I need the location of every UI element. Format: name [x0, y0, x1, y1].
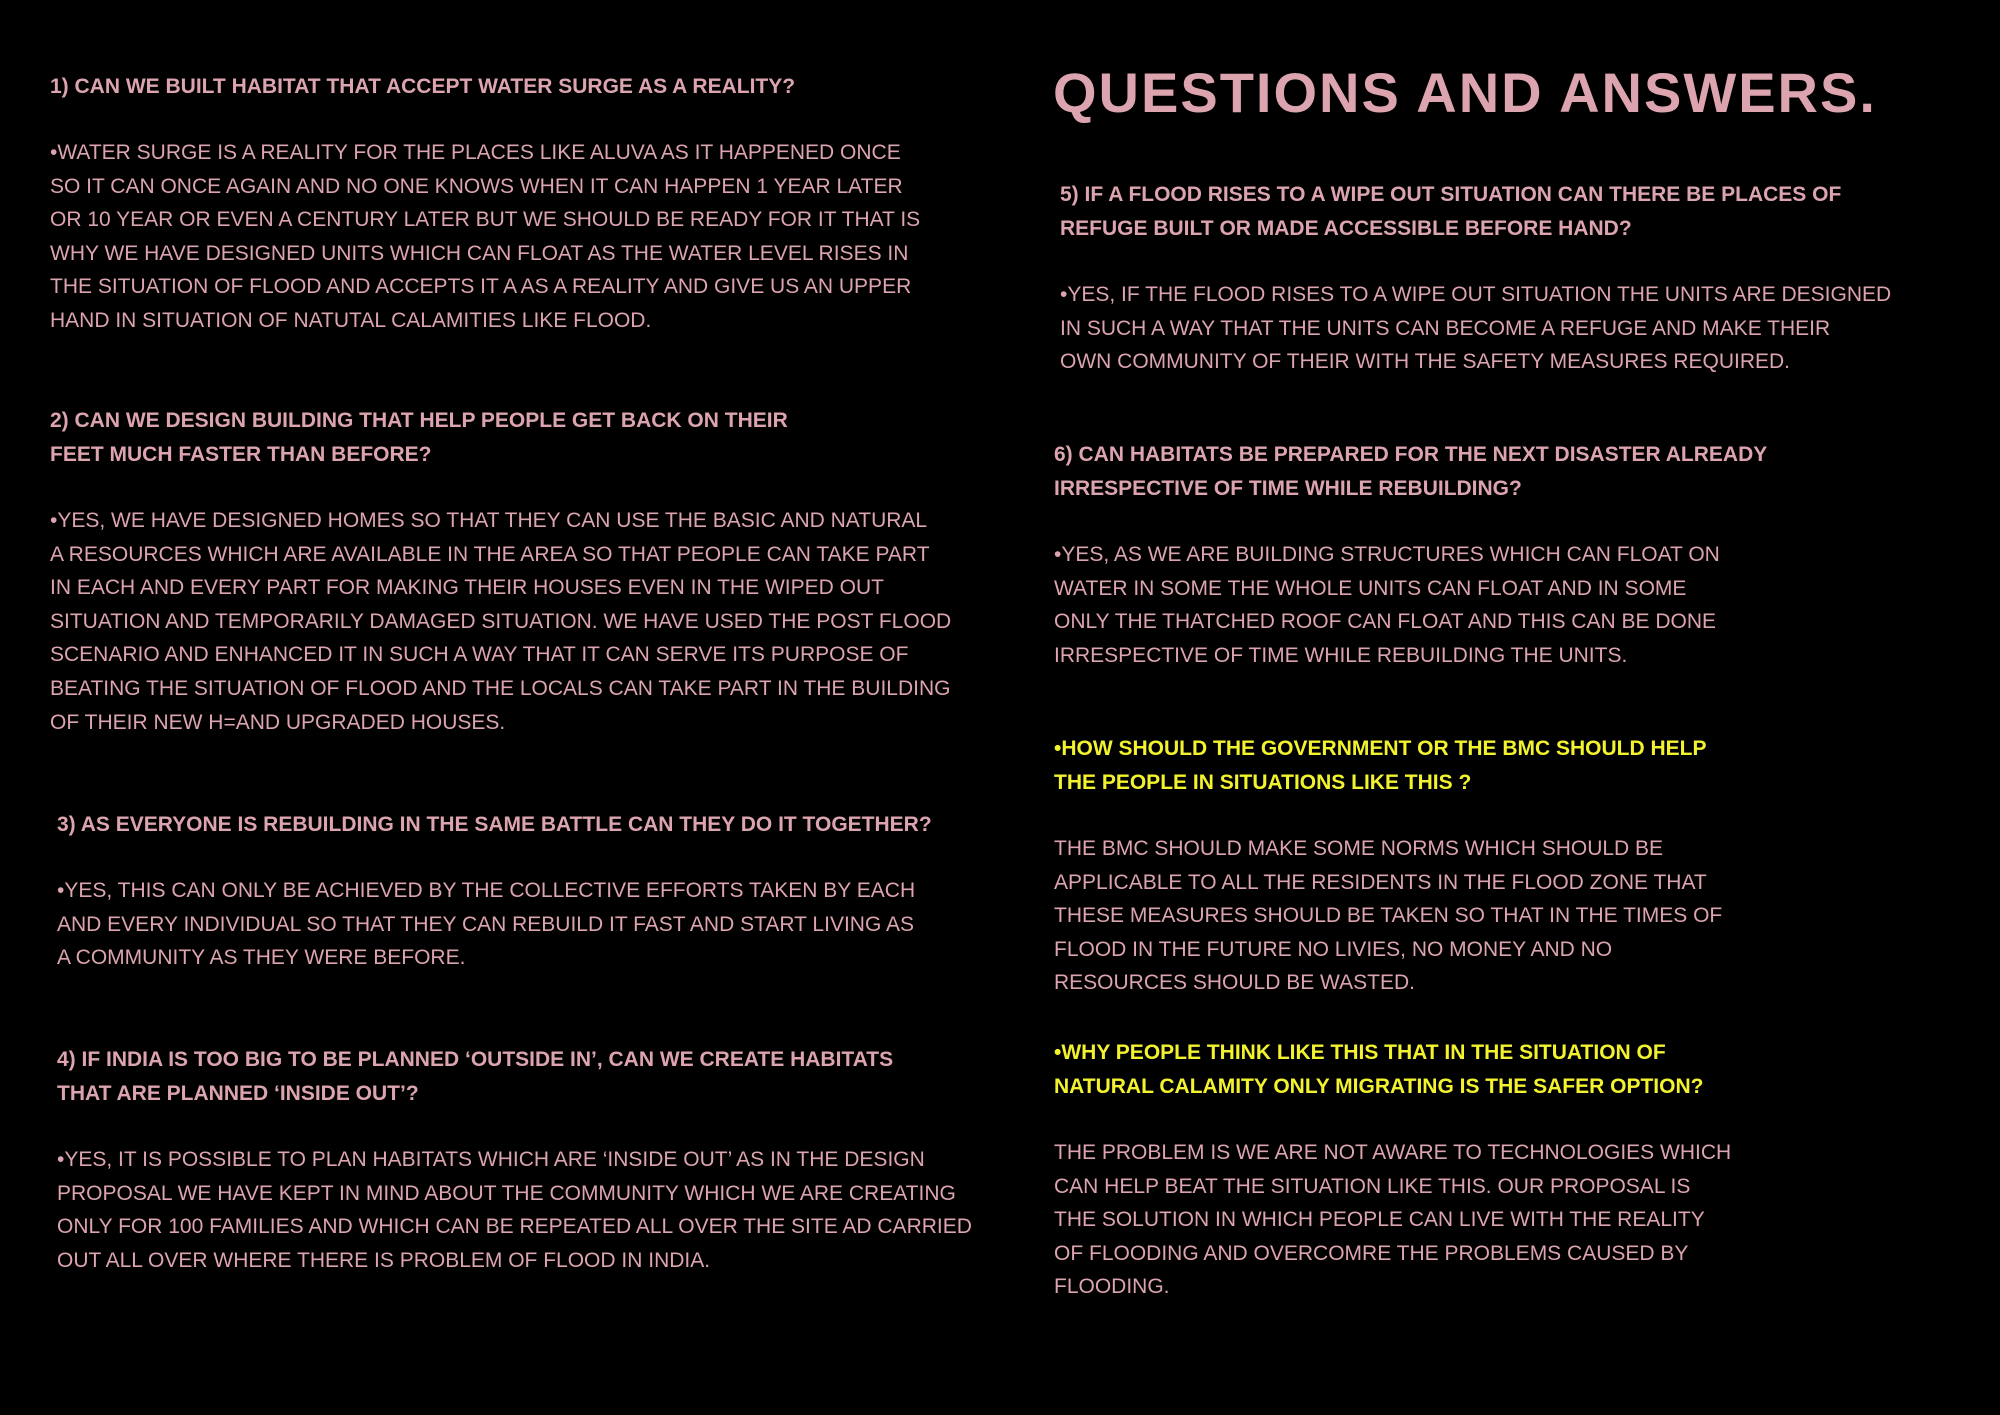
answer-3: •YES, THIS CAN ONLY BE ACHIEVED BY THE COLLECTIVE EFFORTS TAKEN BY EACH AND EVERY INDIVIDUAL SO THAT THEY CAN REBUILD IT FAST AND START LIVING AS A COMMUNITY AS THEY WERE BEFORE. [57, 879, 916, 970]
question-1: 1) CAN WE BUILT HABITAT THAT ACCEPT WATER SURGE AS A REALITY? [50, 75, 796, 98]
question-6: 6) CAN HABITATS BE PREPARED FOR THE NEXT DISASTER ALREADY IRRESPECTIVE OF TIME WHILE REBUILDING? [1054, 443, 1768, 500]
question-7: •HOW SHOULD THE GOVERNMENT OR THE BMC SHOULD HELP THE PEOPLE IN SITUATIONS LIKE THIS ? [1054, 737, 1707, 794]
qa-item-3 [57, 808, 932, 975]
qa-item-2 [50, 404, 951, 739]
qa-item-6 [1054, 438, 1767, 672]
question-4: 4) IF INDIA IS TOO BIG TO BE PLANNED ‘OUTSIDE IN’, CAN WE CREATE HABITATS THAT ARE PLANNED ‘INSIDE OUT’? [57, 1048, 894, 1105]
answer-8: THE PROBLEM IS WE ARE NOT AWARE TO TECHNOLOGIES WHICH CAN HELP BEAT THE SITUATION LIKE THIS. OUR PROPOSAL IS THE SOLUTION IN WHICH PEOPLE CAN LIVE WITH THE REALITY OF FLOODING AND OVERCOMRE THE PROBLEMS CAUSED BY FLOODING. [1054, 1141, 1732, 1299]
qa-item-1 [50, 70, 920, 338]
question-3: 3) AS EVERYONE IS REBUILDING IN THE SAME BATTLE CAN THEY DO IT TOGETHER? [57, 813, 932, 836]
qa-item-8 [1054, 1036, 1731, 1304]
answer-6: •YES, AS WE ARE BUILDING STRUCTURES WHICH CAN FLOAT ON WATER IN SOME THE WHOLE UNITS CAN FLOAT AND IN SOME ONLY THE THATCHED ROOF CAN FLOAT AND THIS CAN BE DONE IRRESPECTIVE OF TIME WHILE REBUILDING THE UNITS. [1054, 543, 1720, 667]
answer-1: •WATER SURGE IS A REALITY FOR THE PLACES LIKE ALUVA AS IT HAPPENED ONCE SO IT CAN ONCE AGAIN AND NO ONE KNOWS WHEN IT CAN HAPPEN 1 YEAR LATER OR 10 YEAR OR EVEN A CENTURY LATER BUT WE SHOULD BE READY FOR IT THAT IS WHY WE HAVE DESIGNED UNITS WHICH CAN FLOAT AS THE WATER LEVEL RISES IN THE SITUATION OF FLOOD AND ACCEPTS IT A AS A REALITY AND GIVE US AN UPPER HAND IN SITUATION OF NATUTAL CALAMITIES LIKE FLOOD. [50, 141, 921, 332]
answer-5: •YES, IF THE FLOOD RISES TO A WIPE OUT SITUATION THE UNITS ARE DESIGNED IN SUCH A WAY THAT THE UNITS CAN BECOME A REFUGE AND MAKE THEIR OWN COMMUNITY OF THEIR WITH THE SAFETY MEASURES REQUIRED. [1060, 283, 1892, 374]
question-5: 5) IF A FLOOD RISES TO A WIPE OUT SITUATION CAN THERE BE PLACES OF REFUGE BUILT OR MADE ACCESSIBLE BEFORE HAND? [1060, 183, 1842, 240]
question-8: •WHY PEOPLE THINK LIKE THIS THAT IN THE SITUATION OF NATURAL CALAMITY ONLY MIGRATING IS THE SAFER OPTION? [1054, 1041, 1704, 1098]
page-title: QUESTIONS AND ANSWERS. [1053, 61, 1877, 124]
answer-2: •YES, WE HAVE DESIGNED HOMES SO THAT THEY CAN USE THE BASIC AND NATURAL A RESOURCES WHICH ARE AVAILABLE IN THE AREA SO THAT PEOPLE CAN TAKE PART IN EACH AND EVERY PART FOR MAKING THEIR HOUSES EVEN IN THE WIPED OUT SITUATION AND TEMPORARILY DAMAGED SITUATION. WE HAVE USED THE POST FLOOD SCENARIO AND ENHANCED IT IN SUCH A WAY THAT IT CAN SERVE ITS PURPOSE OF BEATING THE SITUATION OF FLOOD AND THE LOCALS CAN TAKE PART IN THE BUILDING OF THEIR NEW H=AND UPGRADED HOUSES. [50, 509, 952, 734]
answer-4: •YES, IT IS POSSIBLE TO PLAN HABITATS WHICH ARE ‘INSIDE OUT’ AS IN THE DESIGN PROPOSAL WE HAVE KEPT IN MIND ABOUT THE COMMUNITY WHICH WE ARE CREATING ONLY FOR 100 FAMILIES AND WHICH CAN BE REPEATED ALL OVER THE SITE AD CARRIED OUT ALL OVER WHERE THERE IS PROBLEM OF FLOOD IN INDIA. [57, 1148, 972, 1272]
qa-item-4 [57, 1043, 972, 1277]
qa-item-7 [1054, 732, 1722, 1000]
qa-item-5 [1060, 178, 1891, 379]
question-2: 2) CAN WE DESIGN BUILDING THAT HELP PEOPLE GET BACK ON THEIR FEET MUCH FASTER THAN BEFORE? [50, 409, 788, 466]
answer-7: THE BMC SHOULD MAKE SOME NORMS WHICH SHOULD BE APPLICABLE TO ALL THE RESIDENTS IN THE FLOOD ZONE THAT THESE MEASURES SHOULD BE TAKEN SO THAT IN THE TIMES OF FLOOD IN THE FUTURE NO LIVIES, NO MONEY AND NO RESOURCES SHOULD BE WASTED. [1054, 837, 1723, 995]
